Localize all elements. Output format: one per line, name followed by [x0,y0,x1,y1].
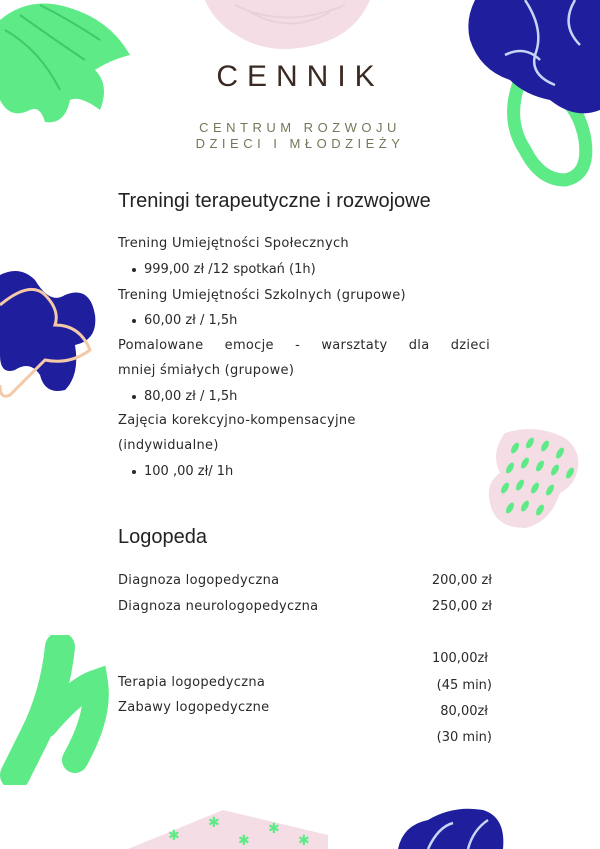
price-zabawy-logopedyczne: 80,00zł [440,704,488,719]
page-title: CENNIK [216,60,384,93]
section-heading-logopeda: Logopeda [118,526,207,548]
row-name-diagnoza-logopedyczna: Diagnoza logopedyczna [118,573,280,588]
row-name-terapia-logopedyczna: Terapia logopedyczna [118,675,266,690]
row-name-diagnoza-neurologopedyczna: Diagnoza neurologopedyczna [118,599,319,614]
navy-blob-bottom-right [398,805,508,849]
item-name-zajecia-korekcyjno-line1: Zajęcia korekcyjno-kompensacyjne [118,413,356,428]
svg-text:✱: ✱ [298,833,310,849]
row-name-zabawy-logopedyczne: Zabawy logopedyczne [118,700,270,715]
item-price-zajecia-korekcyjno [132,464,233,479]
price-text: 999,00 zł /12 spotkań (1h) [144,262,316,277]
item-price-umiejetnosci-szkolnych [132,313,237,328]
svg-text:✱: ✱ [168,828,180,844]
price-text: 60,00 zł / 1,5h [144,313,238,328]
navy-blob-left [0,265,100,405]
subtitle-line-2: DZIECI I MŁODZIEŻY [195,136,405,151]
bullet-dot [132,395,136,399]
bullet-dot [132,319,136,323]
bullet-dot [132,268,136,272]
pink-star-pattern-bottom [128,805,328,849]
pink-blob-top [205,0,370,50]
svg-text:✱: ✱ [268,821,280,837]
item-name-pomalowane-emocje-line2: mniej śmiałych (grupowe) [118,363,295,378]
price-terapia-logopedyczna: 100,00zł [431,651,488,666]
subtitle-line-1: CENTRUM ROZWOJU [199,120,401,135]
duration-terapia-logopedyczna: (45 min) [436,678,492,693]
price-text: 100 ,00 zł/ 1h [144,464,234,479]
navy-blob-top-right [465,0,600,190]
item-price-pomalowane-emocje [132,389,237,404]
item-name-pomalowane-emocje-line1: Pomalowane emocje - warsztaty dla dzieci [118,338,490,353]
green-h-shape-left [0,635,120,785]
page-subtitle [0,120,600,152]
pink-dotted-blob-right [485,428,585,533]
price-text: 80,00 zł / 1,5h [144,389,238,404]
item-name-umiejetnosci-spolecznych: Trening Umiejętności Społecznych [118,236,349,251]
item-price-umiejetnosci-spolecznych [132,262,316,277]
section-heading-treningi: Treningi terapeutyczne i rozwojowe [118,190,431,212]
item-name-zajecia-korekcyjno-line2: (indywidualne) [118,438,219,453]
bullet-dot [132,470,136,474]
row-price-diagnoza-logopedyczna: 200,00 zł [431,573,492,588]
duration-zabawy-logopedyczne: (30 min) [436,730,492,745]
svg-text:✱: ✱ [208,815,220,831]
svg-text:✱: ✱ [238,833,250,849]
row-price-diagnoza-neurologopedyczna: 250,00 zł [431,599,492,614]
item-name-umiejetnosci-szkolnych: Trening Umiejętności Szkolnych (grupowe) [118,288,406,303]
